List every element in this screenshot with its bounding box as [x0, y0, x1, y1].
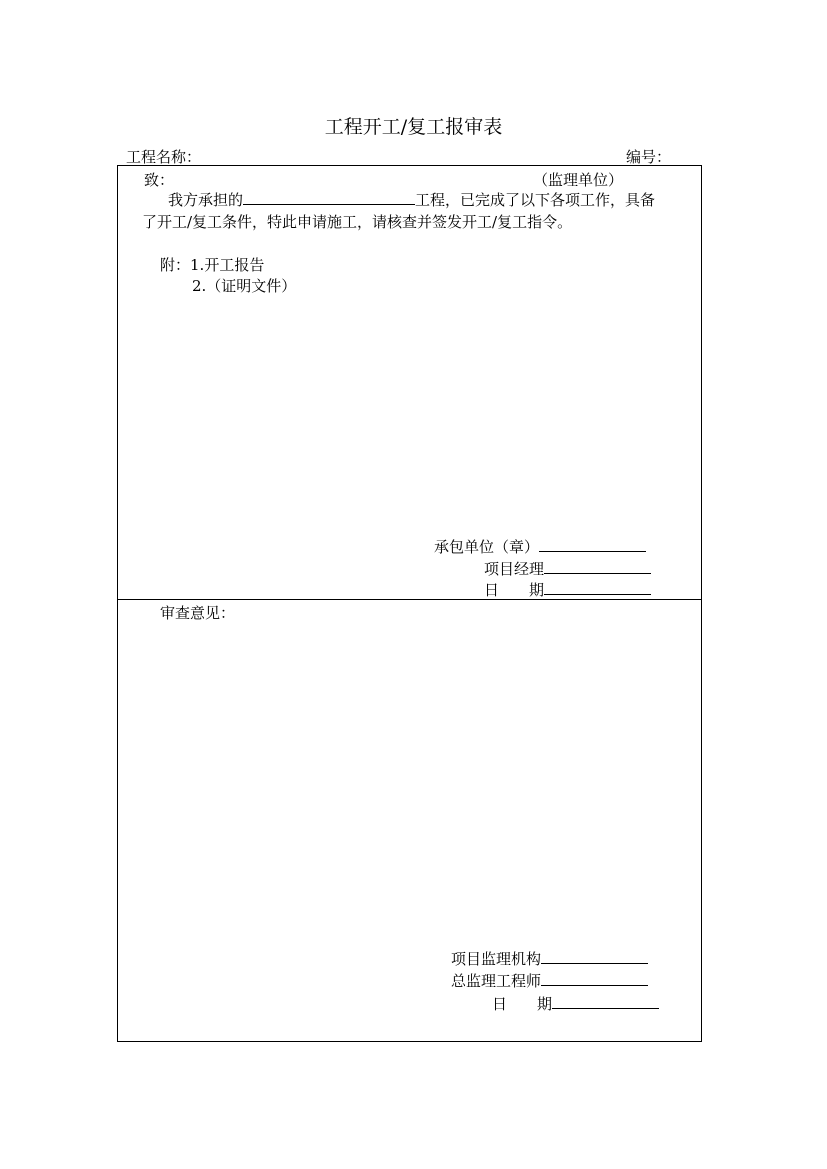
supervisor-unit-label: （监理单位）	[533, 171, 624, 189]
to-label: 致：	[144, 171, 175, 189]
date-row-1	[484, 578, 651, 601]
project-name-blank[interactable]	[243, 188, 415, 205]
contractor-label: 承包单位（章）	[434, 538, 540, 556]
review-opinion-label: 审查意见：	[160, 604, 236, 622]
contractor-blank[interactable]	[539, 535, 646, 552]
body-after-blank: 工程，已完成了以下各项工作，具备	[415, 191, 656, 209]
application-body-line2: 了开工/复工条件，特此申请施工，请核查并签发开工/复工指令。	[142, 213, 573, 231]
attachment-line1	[160, 254, 264, 276]
review-section	[117, 599, 702, 1042]
attachment-label: 附：	[160, 256, 191, 274]
supervision-org-blank[interactable]	[541, 947, 648, 964]
body-prefix: 我方承担的	[168, 191, 244, 209]
contractor-signature-row	[434, 535, 646, 558]
chief-engineer-row	[451, 969, 648, 992]
date-blank-2[interactable]	[552, 992, 659, 1009]
project-name-label: 工程名称：	[126, 148, 202, 166]
chief-engineer-blank[interactable]	[541, 969, 648, 986]
supervision-org-row	[451, 947, 648, 970]
project-manager-label: 项目经理	[484, 560, 545, 578]
project-manager-row	[484, 557, 651, 580]
date-label-2: 日 期	[492, 995, 553, 1013]
application-body-line1	[168, 188, 655, 211]
project-manager-blank[interactable]	[544, 557, 651, 574]
date-label-1: 日 期	[484, 581, 545, 599]
chief-engineer-label: 总监理工程师	[451, 972, 542, 990]
date-row-2	[492, 992, 659, 1015]
number-label: 编号：	[626, 148, 672, 166]
attachment-item-1: 1.开工报告	[190, 256, 265, 274]
page-title: 工程开工/复工报审表	[324, 116, 503, 138]
attachment-item-2: 2.（证明文件）	[192, 277, 297, 295]
date-blank-1[interactable]	[544, 578, 651, 595]
supervision-org-label: 项目监理机构	[451, 950, 542, 968]
application-section	[117, 165, 702, 600]
